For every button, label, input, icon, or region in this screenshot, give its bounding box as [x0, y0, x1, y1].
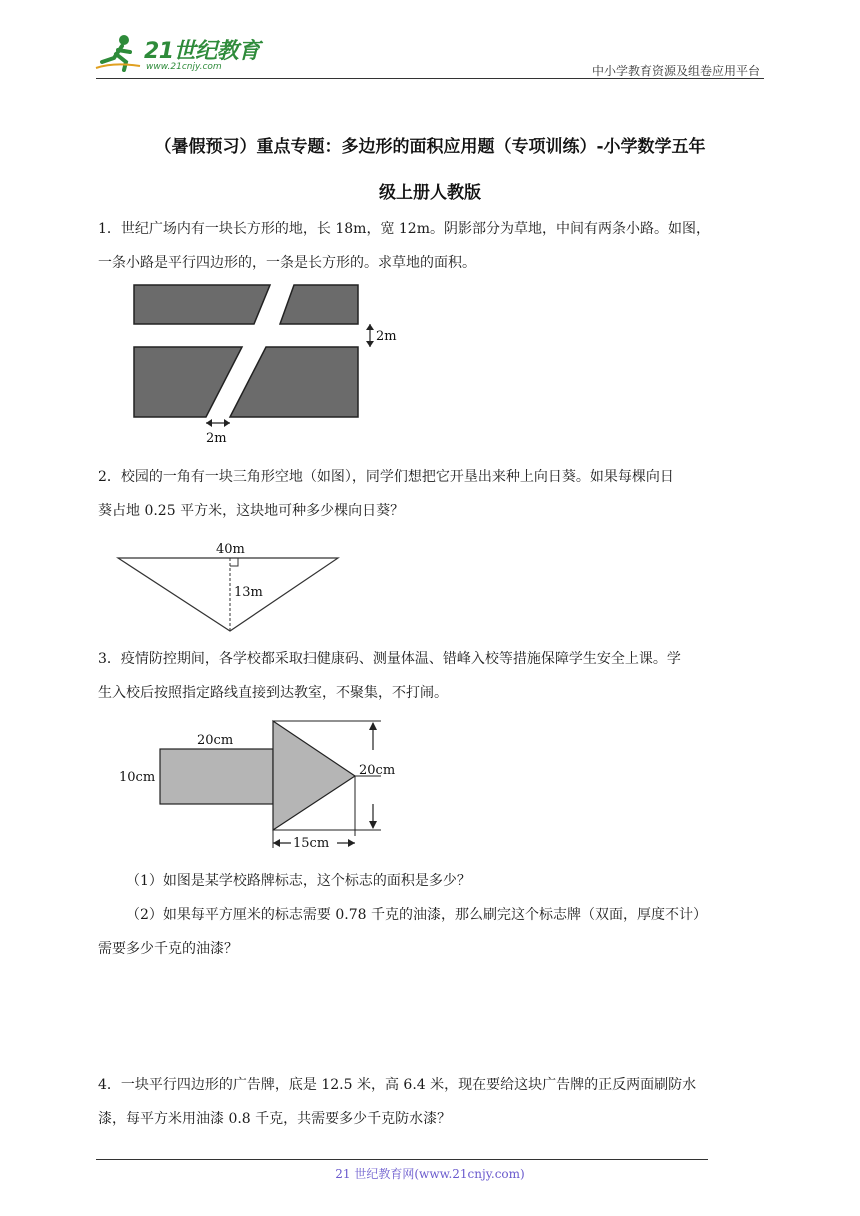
q2-base-label: 40m — [216, 542, 245, 557]
q2-text-line2: 葵占地 0.25 平方米，这块地可种多少棵向日葵？ — [98, 503, 405, 519]
q3-sub2-text-line1: （2）如果每平方厘米的标志需要 0.78 千克的油漆，那么刷完这个标志牌（双面，厚度不计） — [126, 907, 707, 923]
q3-rectangle — [160, 749, 273, 804]
doc-title-line2: 级上册人教版 — [379, 183, 481, 203]
q3-text-line1: 3．疫情防控期间，各学校都采取扫健康码、测量体温、错峰入校等措施保障学生安全上课。学 — [98, 651, 681, 667]
q1-grass-top-left — [134, 285, 270, 324]
q3-sub2-text-line2: 需要多少千克的油漆？ — [98, 941, 238, 957]
q3-triangle — [273, 721, 355, 830]
q3-sub1-text: （1）如图是某学校路牌标志，这个标志的面积是多少？ — [126, 873, 471, 889]
q1-text-line2: 一条小路是平行四边形的，一条是长方形的。求草地的面积。 — [98, 255, 476, 271]
q4-text-line1: 4．一块平行四边形的广告牌，底是 12.5 米，高 6.4 米，现在要给这块广告牌的正反两面刷防水 — [98, 1077, 697, 1093]
q1-grass-bottom-left — [134, 347, 242, 417]
q1-grass-bottom-right — [230, 347, 358, 417]
q3-tri-height-label: 20cm — [359, 763, 396, 778]
q3-rect-width-label: 10cm — [119, 770, 156, 785]
q1-side-label: 2m — [376, 329, 397, 344]
q4-text-line2: 漆，每平方米用油漆 0.8 千克，共需要多少千克防水漆？ — [98, 1111, 452, 1127]
header-platform-text: 中小学教育资源及组卷应用平台 — [591, 64, 760, 78]
logo-brand-text: 21世纪教育 — [144, 39, 260, 64]
logo-url-text: www.21cnjy.com — [146, 62, 222, 72]
q2-text-line1: 2．校园的一角有一块三角形空地（如图），同学们想把它开垦出来种上向日葵。如果每棵向日 — [98, 469, 674, 485]
q3-figure — [115, 716, 415, 856]
q2-height-label: 13m — [234, 585, 263, 600]
q1-grass-top-right — [280, 285, 358, 324]
footer-divider — [96, 1159, 708, 1160]
doc-title-line1: （暑假预习）重点专题：多边形的面积应用题（专项训练）-小学数学五年 — [154, 137, 706, 157]
q1-text-line1: 1．世纪广场内有一块长方形的地，长 18m，宽 12m。阴影部分为草地，中间有两条小路。如图， — [98, 221, 710, 237]
q1-figure — [120, 280, 420, 450]
q3-tri-base-label: 15cm — [293, 836, 330, 851]
q3-text-line2: 生入校后按照指定路线直接到达教室，不聚集，不打闹。 — [98, 685, 448, 701]
runner-logo-icon — [94, 32, 144, 72]
q3-rect-length-label: 20cm — [197, 733, 234, 748]
site-logo — [94, 30, 264, 76]
q2-triangle — [118, 558, 338, 631]
q2-figure — [110, 536, 350, 636]
footer-site-link[interactable]: 21 世纪教育网(www.21cnjy.com) — [335, 1167, 525, 1181]
q1-bottom-label: 2m — [206, 431, 227, 446]
header-divider — [96, 78, 764, 79]
